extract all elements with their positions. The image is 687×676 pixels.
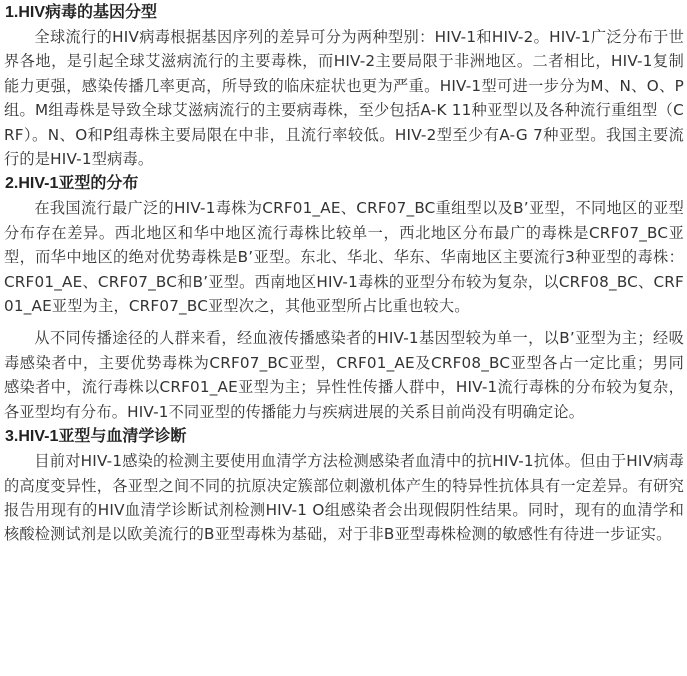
paragraph-serological-diagnosis: 目前对HIV-1感染的检测主要使用血清学方法检测感染者血清中的抗HIV-1抗体。但由于HIV病毒的高度变异性，各亚型之间不同的抗原决定簇部位刺激机体产生的特异性抗体具有一定差异。有研究报告用现有的HIV血清学诊断试剂检测HIV-1 O组感染者会出现假阴性结果。同时，现有的血清学和核酸检测试剂是以欧美流行的B亚型毒株为基础，对于非B亚型毒株检测的敏感性有待进一步证实。	[4, 452, 684, 544]
section-title-serological-diagnosis: 3.HIV-1亚型与血清学诊断	[5, 428, 187, 446]
section-title-subtype-distribution: 2.HIV-1亚型的分布	[5, 175, 139, 193]
paragraph-transmission-routes: 从不同传播途径的人群来看，经血液传播感染者的HIV-1基因型较为单一，以B’亚型为主；经吸毒感染者中，主要优势毒株为CRF07_BC亚型，CRF01_AE及CRF08_BC亚型各占一定比重；男同感染者中，流行毒株以CRF01_AE亚型为主；异性性传播人群中，HIV-1流行毒株的分布较为复杂，各亚型均有分布。HIV-1不同亚型的传播能力与疾病进展的关系目前尚没有明确定论。	[4, 329, 684, 421]
paragraph-genotyping: 全球流行的HIV病毒根据基因序列的差异可分为两种型别：HIV-1和HIV-2。HIV-1广泛分布于世界各地，是引起全球艾滋病流行的主要毒株，而HIV-2主要局限于非洲地区。二者相比，HIV-1复制能力更强，感染传播几率更高，所导致的临床症状也更为严重。HIV-1型可进一步分为M、N、O、P组。M组毒株是导致全球艾滋病流行的主要病毒株，至少包括A-K 11种亚型以及各种流行重组型（CRF）。N、O和P组毒株主要局限在中非，且流行率较低。HIV-2型至少有A-G 7种亚型。我国主要流行的是HIV-1型病毒。	[4, 28, 684, 169]
paragraph-regional-distribution: 在我国流行最广泛的HIV-1毒株为CRF01_AE、CRF07_BC重组型以及B’亚型，不同地区的亚型分布存在差异。西北地区和华中地区流行毒株比较单一，西北地区分布最广的毒株是CRF07_BC亚型，而华中地区的绝对优势毒株是B’亚型。东北、华北、华东、华南地区主要流行3种亚型的毒株：CRF01_AE、CRF07_BC和B’亚型。西南地区HIV-1毒株的亚型分布较为复杂，以CRF08_BC、CRF01_AE亚型为主，CRF07_BC亚型次之，其他亚型所占比重也较大。	[4, 199, 684, 316]
section-title-genotyping: 1.HIV病毒的基因分型	[5, 4, 158, 21]
